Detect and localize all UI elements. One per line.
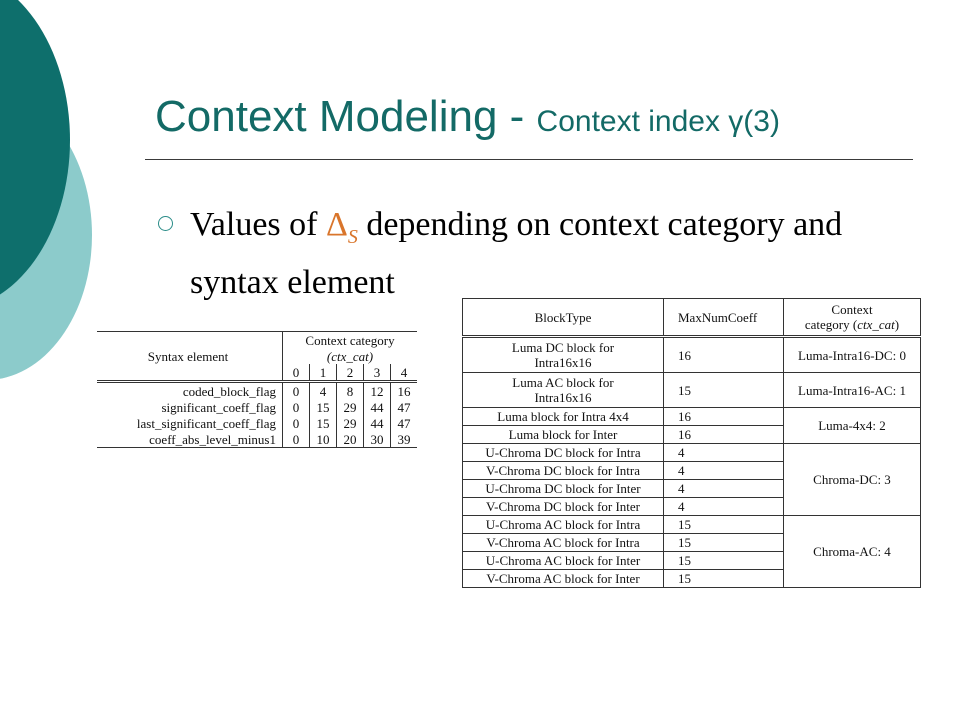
slide-title xyxy=(155,92,780,142)
max-num-coeff-cell: 15 xyxy=(664,534,784,552)
max-num-coeff-cell: 4 xyxy=(664,498,784,516)
title-main: Context Modeling - xyxy=(155,92,537,141)
table-cell: 47 xyxy=(391,399,418,415)
block-type-cell: V-Chroma AC block for Inter xyxy=(463,570,664,588)
context-category-column-4: 4 xyxy=(391,364,418,382)
max-num-coeff-cell: 4 xyxy=(664,462,784,480)
table-row xyxy=(463,373,921,408)
table-row xyxy=(97,399,417,415)
table-cell: 44 xyxy=(364,415,391,431)
max-num-coeff-cell: 16 xyxy=(664,426,784,444)
table-row xyxy=(97,431,417,448)
block-type-cell: U-Chroma AC block for Inter xyxy=(463,552,664,570)
syntax-element-table xyxy=(97,331,417,448)
bullet-text xyxy=(190,202,890,306)
table-cell: 4 xyxy=(310,382,337,400)
table-cell: 0 xyxy=(283,382,310,400)
syntax-element-name: last_significant_coeff_flag xyxy=(136,415,276,431)
table-cell: 8 xyxy=(337,382,364,400)
table-row xyxy=(463,408,921,426)
delta-symbol: $\Delta_S$ xyxy=(325,206,358,248)
table-row xyxy=(463,516,921,534)
block-type-cell: Luma AC block for Intra16x16 xyxy=(463,373,664,408)
delta-subscript: S xyxy=(347,225,358,248)
table-cell: 20 xyxy=(337,431,364,448)
block-type-cell: V-Chroma AC block for Intra xyxy=(463,534,664,552)
table-cell: 16 xyxy=(391,382,418,400)
table-cell: 0 xyxy=(283,431,310,448)
table-cell: 44 xyxy=(364,399,391,415)
header-max-num-coeff: MaxNumCoeff xyxy=(664,299,784,337)
context-category-column-3: 3 xyxy=(364,364,391,382)
block-type-cell: V-Chroma DC block for Intra xyxy=(463,462,664,480)
context-category-column-0: 0 xyxy=(283,364,310,382)
block-type-cell: U-Chroma AC block for Intra xyxy=(463,516,664,534)
max-num-coeff-cell: 4 xyxy=(664,444,784,462)
table-cell: 0 xyxy=(283,399,310,415)
table-cell: 12 xyxy=(364,382,391,400)
table-cell: 15 xyxy=(310,399,337,415)
context-category-cell: Luma-Intra16-DC: 0 xyxy=(784,337,921,373)
context-category-cell: Luma-4x4: 2 xyxy=(784,408,921,444)
table-cell: 15 xyxy=(310,415,337,431)
header-block-type: BlockType xyxy=(463,299,664,337)
context-category-cell: Chroma-AC: 4 xyxy=(784,516,921,588)
block-type-cell: U-Chroma DC block for Inter xyxy=(463,480,664,498)
block-type-cell: Luma block for Intra 4x4 xyxy=(463,408,664,426)
max-num-coeff-cell: 16 xyxy=(664,337,784,373)
title-sub: Context index γ(3) xyxy=(536,105,780,138)
table-cell: 29 xyxy=(337,399,364,415)
bullet-text-before: Values of xyxy=(190,206,326,243)
max-num-coeff-cell: 15 xyxy=(664,552,784,570)
table-cell: 47 xyxy=(391,415,418,431)
table-row xyxy=(463,444,921,462)
header-context-category: Context category (ctx_cat) xyxy=(784,299,921,337)
table-row xyxy=(97,382,417,400)
bullet-circle-icon xyxy=(158,216,173,231)
table-cell: 30 xyxy=(364,431,391,448)
block-type-cell: Luma DC block for Intra16x16 xyxy=(463,337,664,373)
syntax-element-name: coeff_abs_level_minus1 xyxy=(97,431,283,448)
block-type-table xyxy=(462,298,921,588)
block-type-cell: Luma block for Inter xyxy=(463,426,664,444)
header-ctx-cat: (ctx_cat) xyxy=(283,348,418,364)
context-category-cell: Luma-Intra16-AC: 1 xyxy=(784,373,921,408)
max-num-coeff-cell: 15 xyxy=(664,570,784,588)
context-category-column-1: 1 xyxy=(310,364,337,382)
max-num-coeff-cell: 4 xyxy=(664,480,784,498)
syntax-element-name: coded_block_flag xyxy=(182,383,276,399)
table-cell: 29 xyxy=(337,415,364,431)
table-cell: 0 xyxy=(283,415,310,431)
max-num-coeff-cell: 16 xyxy=(664,408,784,426)
header-syntax-element: Syntax element xyxy=(97,332,283,382)
table-cell: 10 xyxy=(310,431,337,448)
context-category-column-2: 2 xyxy=(337,364,364,382)
block-type-cell: U-Chroma DC block for Intra xyxy=(463,444,664,462)
max-num-coeff-cell: 15 xyxy=(664,516,784,534)
table-row xyxy=(97,415,417,431)
syntax-element-name: significant_coeff_flag xyxy=(161,399,276,415)
context-category-cell: Chroma-DC: 3 xyxy=(784,444,921,516)
block-type-cell: V-Chroma DC block for Inter xyxy=(463,498,664,516)
max-num-coeff-cell: 15 xyxy=(664,373,784,408)
table-row xyxy=(463,337,921,373)
title-divider xyxy=(145,159,913,160)
header-context-category: Context category xyxy=(283,332,418,349)
bullet-text-after: depending on context category and syntax element xyxy=(190,206,843,301)
table-cell: 39 xyxy=(391,431,418,448)
